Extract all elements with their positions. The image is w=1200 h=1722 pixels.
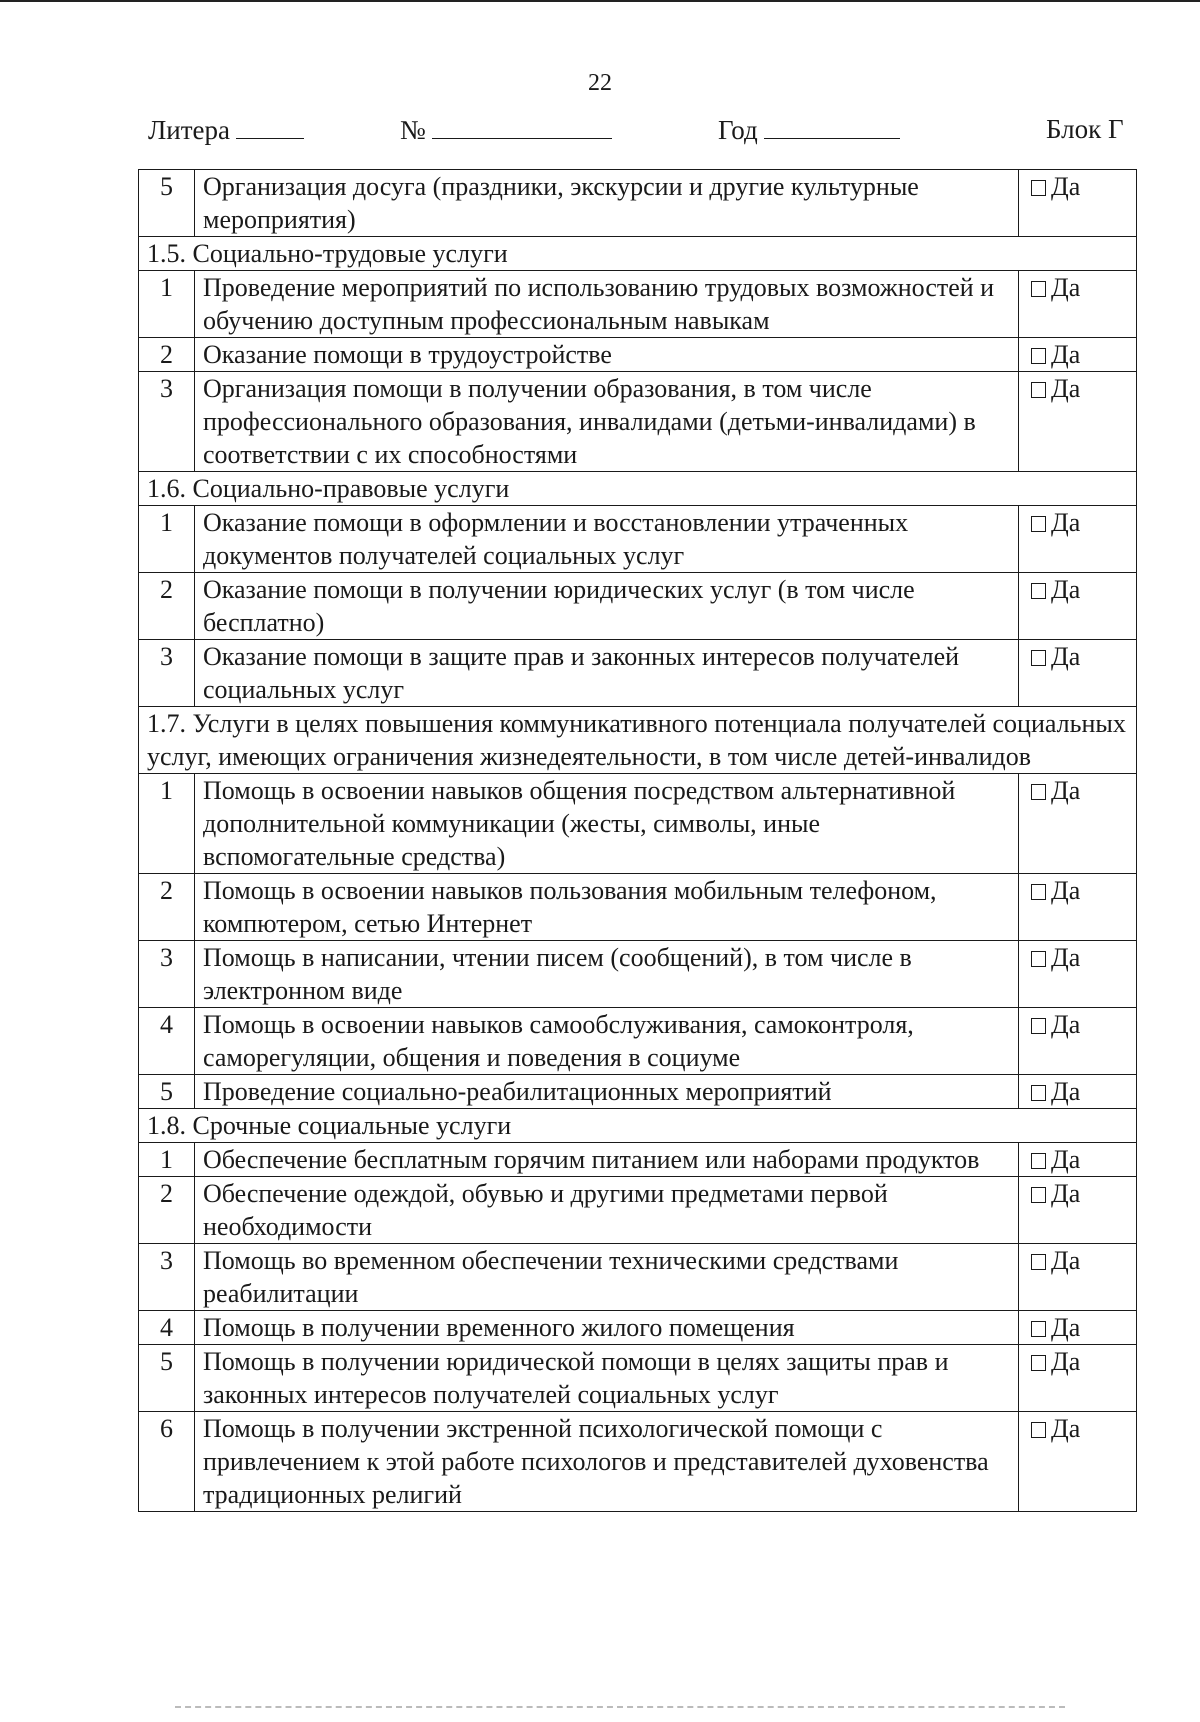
- service-number: 5: [139, 170, 195, 237]
- yes-label: Да: [1051, 776, 1081, 805]
- service-number: 2: [139, 874, 195, 941]
- service-row: [139, 1008, 1137, 1075]
- service-number: 5: [139, 1075, 195, 1109]
- service-row: [139, 1345, 1137, 1412]
- service-number: 4: [139, 1311, 195, 1345]
- service-number: 5: [139, 1345, 195, 1412]
- yes-checkbox[interactable]: [1019, 1008, 1137, 1075]
- yes-checkbox[interactable]: [1019, 1311, 1137, 1345]
- service-row: [139, 774, 1137, 874]
- checkbox-square-icon[interactable]: [1031, 1422, 1046, 1438]
- yes-checkbox[interactable]: [1019, 640, 1137, 707]
- service-description: Помощь в получении экстренной психологической помощи с привлечением к этой работе психологов и представителей духовенства традиционных религий: [195, 1412, 1019, 1512]
- checkbox-square-icon[interactable]: [1031, 1085, 1046, 1101]
- checkbox-square-icon[interactable]: [1031, 348, 1046, 364]
- yes-checkbox[interactable]: [1019, 1075, 1137, 1109]
- yes-label: Да: [1051, 1414, 1081, 1443]
- top-border-line: [0, 0, 1200, 2]
- section-title: 1.5. Социально-трудовые услуги: [139, 237, 1137, 271]
- checkbox-square-icon[interactable]: [1031, 1321, 1046, 1337]
- service-row: [139, 1143, 1137, 1177]
- service-number: 3: [139, 1244, 195, 1311]
- services-table: [138, 169, 1137, 1512]
- service-number: 3: [139, 640, 195, 707]
- yes-checkbox[interactable]: [1019, 1244, 1137, 1311]
- section-title: 1.8. Срочные социальные услуги: [139, 1109, 1137, 1143]
- yes-label: Да: [1051, 1145, 1081, 1174]
- service-row: [139, 1412, 1137, 1512]
- yes-checkbox[interactable]: [1019, 271, 1137, 338]
- litera-field: [148, 114, 304, 146]
- service-row: [139, 941, 1137, 1008]
- yes-checkbox[interactable]: [1019, 372, 1137, 472]
- service-row: [139, 506, 1137, 573]
- service-description: Обеспечение бесплатным горячим питанием или наборами продуктов: [195, 1143, 1019, 1177]
- yes-checkbox[interactable]: [1019, 1345, 1137, 1412]
- yes-checkbox[interactable]: [1019, 774, 1137, 874]
- number-label: №: [400, 115, 426, 145]
- yes-checkbox[interactable]: [1019, 874, 1137, 941]
- service-row: [139, 1244, 1137, 1311]
- service-description: Помощь в написании, чтении писем (сообщений), в том числе в электронном виде: [195, 941, 1019, 1008]
- service-number: 2: [139, 338, 195, 372]
- service-description: Помощь в получении юридической помощи в целях защиты прав и законных интересов получателей социальных услуг: [195, 1345, 1019, 1412]
- section-row: [139, 472, 1137, 506]
- section-row: [139, 237, 1137, 271]
- service-number: 6: [139, 1412, 195, 1512]
- yes-label: Да: [1051, 1010, 1081, 1039]
- service-row: [139, 170, 1137, 237]
- service-description: Помощь в освоении навыков пользования мобильным телефоном, компютером, сетью Интернет: [195, 874, 1019, 941]
- checkbox-square-icon[interactable]: [1031, 382, 1046, 398]
- service-number: 3: [139, 372, 195, 472]
- yes-checkbox[interactable]: [1019, 170, 1137, 237]
- service-number: 1: [139, 1143, 195, 1177]
- yes-label: Да: [1051, 642, 1081, 671]
- yes-label: Да: [1051, 1077, 1081, 1106]
- section-row: [139, 707, 1137, 774]
- yes-label: Да: [1051, 172, 1081, 201]
- service-number: 1: [139, 271, 195, 338]
- yes-checkbox[interactable]: [1019, 573, 1137, 640]
- year-label: Год: [718, 115, 758, 145]
- checkbox-square-icon[interactable]: [1031, 1187, 1046, 1203]
- service-number: 1: [139, 506, 195, 573]
- service-row: [139, 1311, 1137, 1345]
- checkbox-square-icon[interactable]: [1031, 1254, 1046, 1270]
- number-field: [400, 114, 612, 146]
- service-description: Проведение мероприятий по использованию трудовых возможностей и обучению доступным профессиональным навыкам: [195, 271, 1019, 338]
- checkbox-square-icon[interactable]: [1031, 583, 1046, 599]
- year-field: [718, 114, 900, 146]
- yes-label: Да: [1051, 575, 1081, 604]
- yes-checkbox[interactable]: [1019, 1143, 1137, 1177]
- yes-label: Да: [1051, 340, 1081, 369]
- checkbox-square-icon[interactable]: [1031, 784, 1046, 800]
- yes-checkbox[interactable]: [1019, 338, 1137, 372]
- service-description: Оказание помощи в оформлении и восстановлении утраченных документов получателей социальных услуг: [195, 506, 1019, 573]
- yes-label: Да: [1051, 273, 1081, 302]
- checkbox-square-icon[interactable]: [1031, 516, 1046, 532]
- service-number: 3: [139, 941, 195, 1008]
- service-row: [139, 573, 1137, 640]
- yes-label: Да: [1051, 1347, 1081, 1376]
- services-table-body: [139, 170, 1137, 1512]
- checkbox-square-icon[interactable]: [1031, 1355, 1046, 1371]
- form-header: [148, 114, 1130, 150]
- checkbox-square-icon[interactable]: [1031, 1018, 1046, 1034]
- checkbox-square-icon[interactable]: [1031, 180, 1046, 196]
- yes-checkbox[interactable]: [1019, 1177, 1137, 1244]
- checkbox-square-icon[interactable]: [1031, 281, 1046, 297]
- section-title: 1.7. Услуги в целях повышения коммуникативного потенциала получателей социальных услуг, имеющих ограничения жизнедеятельности, в том числе детей-инвалидов: [139, 707, 1137, 774]
- service-description: Помощь в освоении навыков общения посредством альтернативной дополнительной коммуникации (жесты, символы, иные вспомогательные средства): [195, 774, 1019, 874]
- service-description: Оказание помощи в трудоустройстве: [195, 338, 1019, 372]
- number-blank[interactable]: [432, 114, 612, 139]
- yes-checkbox[interactable]: [1019, 1412, 1137, 1512]
- service-number: 1: [139, 774, 195, 874]
- service-row: [139, 338, 1137, 372]
- checkbox-square-icon[interactable]: [1031, 650, 1046, 666]
- service-description: Помощь в получении временного жилого помещения: [195, 1311, 1019, 1345]
- section-row: [139, 1109, 1137, 1143]
- service-description: Помощь в освоении навыков самообслуживания, самоконтроля, саморегуляции, общения и поведения в социуме: [195, 1008, 1019, 1075]
- yes-label: Да: [1051, 1246, 1081, 1275]
- service-number: 4: [139, 1008, 195, 1075]
- yes-checkbox[interactable]: [1019, 506, 1137, 573]
- service-row: [139, 1075, 1137, 1109]
- checkbox-square-icon[interactable]: [1031, 951, 1046, 967]
- yes-label: Да: [1051, 943, 1081, 972]
- yes-label: Да: [1051, 374, 1081, 403]
- checkbox-square-icon[interactable]: [1031, 1153, 1046, 1169]
- service-number: 2: [139, 1177, 195, 1244]
- year-blank[interactable]: [764, 114, 900, 139]
- yes-label: Да: [1051, 1179, 1081, 1208]
- service-row: [139, 271, 1137, 338]
- service-row: [139, 372, 1137, 472]
- service-number: 2: [139, 573, 195, 640]
- service-description: Оказание помощи в защите прав и законных интересов получателей социальных услуг: [195, 640, 1019, 707]
- yes-label: Да: [1051, 876, 1081, 905]
- litera-blank[interactable]: [236, 114, 304, 139]
- bottom-scan-line: [175, 1706, 1065, 1708]
- yes-checkbox[interactable]: [1019, 941, 1137, 1008]
- yes-label: Да: [1051, 1313, 1081, 1342]
- service-description: Помощь во временном обеспечении техническими средствами реабилитации: [195, 1244, 1019, 1311]
- service-row: [139, 640, 1137, 707]
- block-label: Блок Г: [1046, 114, 1124, 144]
- service-description: Оказание помощи в получении юридических услуг (в том числе бесплатно): [195, 573, 1019, 640]
- checkbox-square-icon[interactable]: [1031, 884, 1046, 900]
- service-description: Обеспечение одеждой, обувью и другими предметами первой необходимости: [195, 1177, 1019, 1244]
- service-description: Организация досуга (праздники, экскурсии и другие культурные мероприятия): [195, 170, 1019, 237]
- page-number: 22: [588, 70, 612, 96]
- litera-label: Литера: [148, 115, 231, 145]
- yes-label: Да: [1051, 508, 1081, 537]
- service-row: [139, 874, 1137, 941]
- section-title: 1.6. Социально-правовые услуги: [139, 472, 1137, 506]
- service-row: [139, 1177, 1137, 1244]
- service-description: Организация помощи в получении образования, в том числе профессионального образования, инвалидами (детьми-инвалидами) в соответствии с их способностями: [195, 372, 1019, 472]
- service-description: Проведение социально-реабилитационных мероприятий: [195, 1075, 1019, 1109]
